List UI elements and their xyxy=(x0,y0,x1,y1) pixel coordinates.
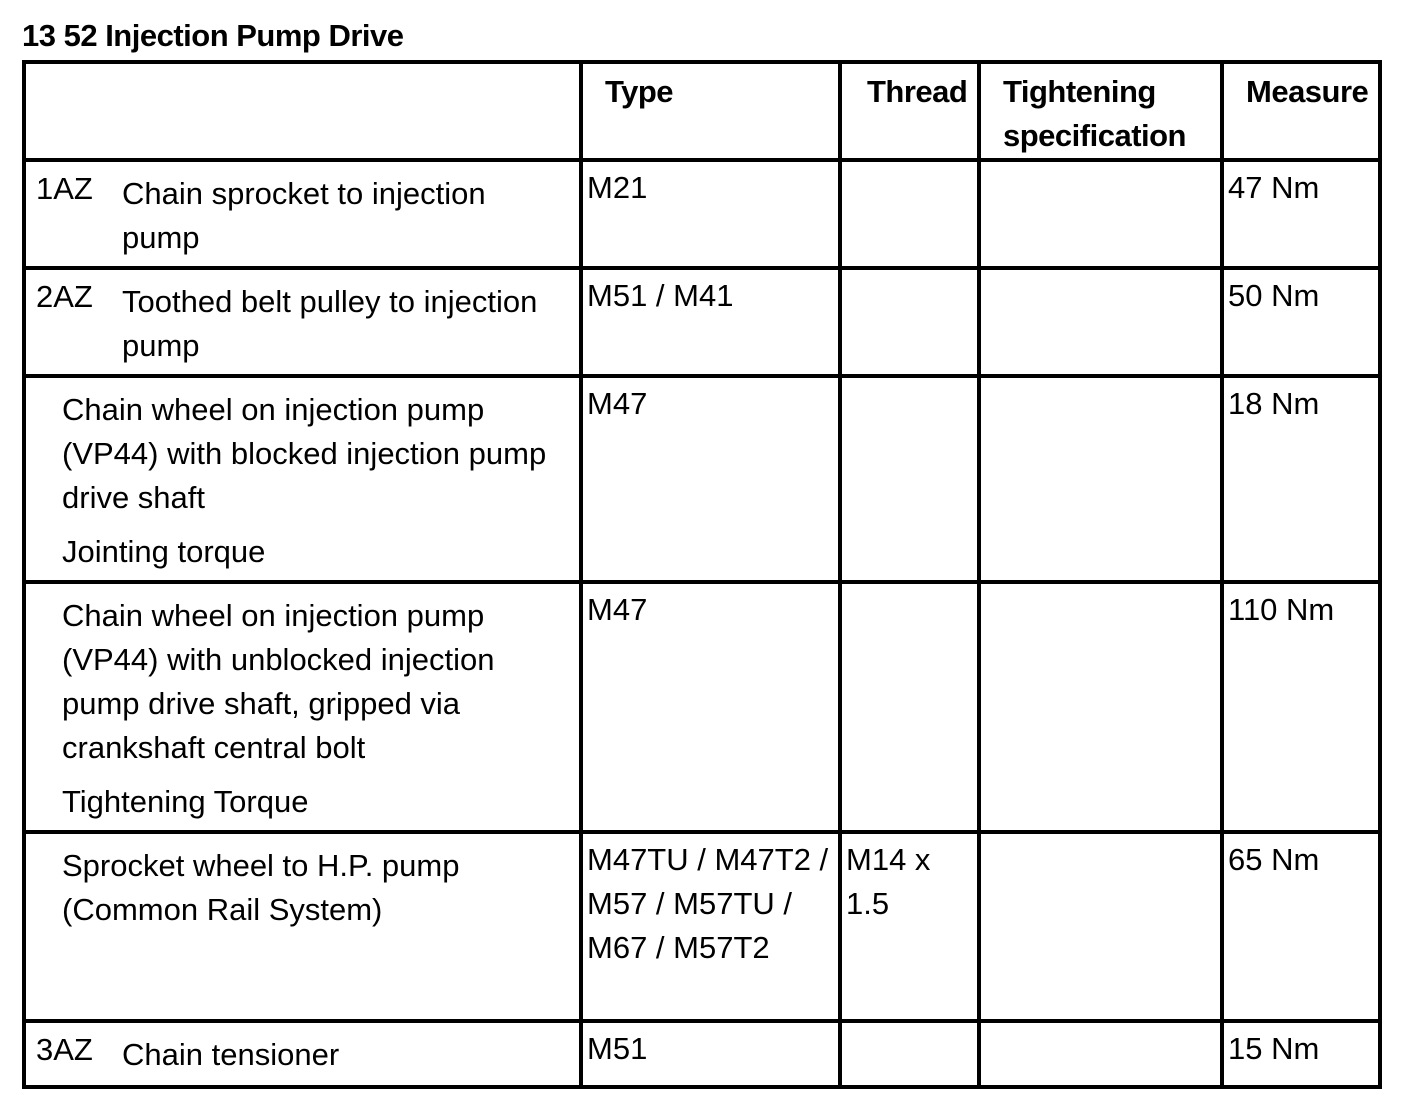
row-note: Jointing torque xyxy=(62,534,266,569)
tightening-cell xyxy=(979,832,1222,1021)
header-tightening-line2: specification xyxy=(1003,118,1186,153)
type-cell: M47TU / M47T2 / M57 / M57TU / M67 / M57T2 xyxy=(581,832,840,1021)
table-row xyxy=(24,376,1380,582)
type-cell: M51 / M41 xyxy=(581,268,840,376)
row-description: Sprocket wheel to H.P. pump (Common Rail System) xyxy=(62,848,460,927)
description-cell xyxy=(24,582,581,832)
thread-cell xyxy=(840,268,979,376)
row-code: 3AZ xyxy=(36,1032,93,1067)
description-cell xyxy=(24,160,581,268)
header-type: Type xyxy=(581,62,840,160)
thread-cell: M14 x 1.5 xyxy=(840,832,979,1021)
header-thread: Thread xyxy=(840,62,979,160)
row-note: Tightening Torque xyxy=(62,784,309,819)
page-title: 13 52 Injection Pump Drive xyxy=(22,18,404,53)
header-measure: Measure xyxy=(1222,62,1380,160)
table-header-row xyxy=(24,62,1380,160)
type-cell: M47 xyxy=(581,582,840,832)
measure-cell: 50 Nm xyxy=(1222,268,1380,376)
thread-cell xyxy=(840,582,979,832)
tightening-cell xyxy=(979,268,1222,376)
header-tightening-line1: Tightening xyxy=(1003,74,1156,109)
table-row xyxy=(24,160,1380,268)
measure-cell: 18 Nm xyxy=(1222,376,1380,582)
header-tightening-specification xyxy=(979,62,1222,160)
measure-cell: 15 Nm xyxy=(1222,1021,1380,1087)
table-row xyxy=(24,1021,1380,1087)
row-description: Chain sprocket to injection pump xyxy=(122,176,486,255)
description-cell xyxy=(24,832,581,1021)
type-cell: M47 xyxy=(581,376,840,582)
row-description: Toothed belt pulley to injection pump xyxy=(122,284,538,363)
tightening-cell xyxy=(979,376,1222,582)
description-cell xyxy=(24,268,581,376)
table-row xyxy=(24,832,1380,1021)
torque-spec-table xyxy=(22,60,1382,1089)
header-description xyxy=(24,62,581,160)
description-cell xyxy=(24,1021,581,1087)
type-cell: M51 xyxy=(581,1021,840,1087)
row-code: 1AZ xyxy=(36,171,93,206)
row-code: 2AZ xyxy=(36,279,93,314)
tightening-cell xyxy=(979,160,1222,268)
row-description: Chain tensioner xyxy=(122,1037,340,1072)
thread-cell xyxy=(840,160,979,268)
measure-cell: 110 Nm xyxy=(1222,582,1380,832)
measure-cell: 65 Nm xyxy=(1222,832,1380,1021)
row-description: Chain wheel on injection pump (VP44) with blocked injection pump drive shaft xyxy=(62,392,547,515)
type-cell: M21 xyxy=(581,160,840,268)
thread-cell xyxy=(840,1021,979,1087)
tightening-cell xyxy=(979,582,1222,832)
measure-cell: 47 Nm xyxy=(1222,160,1380,268)
table-row xyxy=(24,582,1380,832)
description-cell xyxy=(24,376,581,582)
tightening-cell xyxy=(979,1021,1222,1087)
thread-cell xyxy=(840,376,979,582)
table-row xyxy=(24,268,1380,376)
row-description: Chain wheel on injection pump (VP44) with unblocked injection pump drive shaft, gripped via crankshaft central bolt xyxy=(62,598,495,765)
